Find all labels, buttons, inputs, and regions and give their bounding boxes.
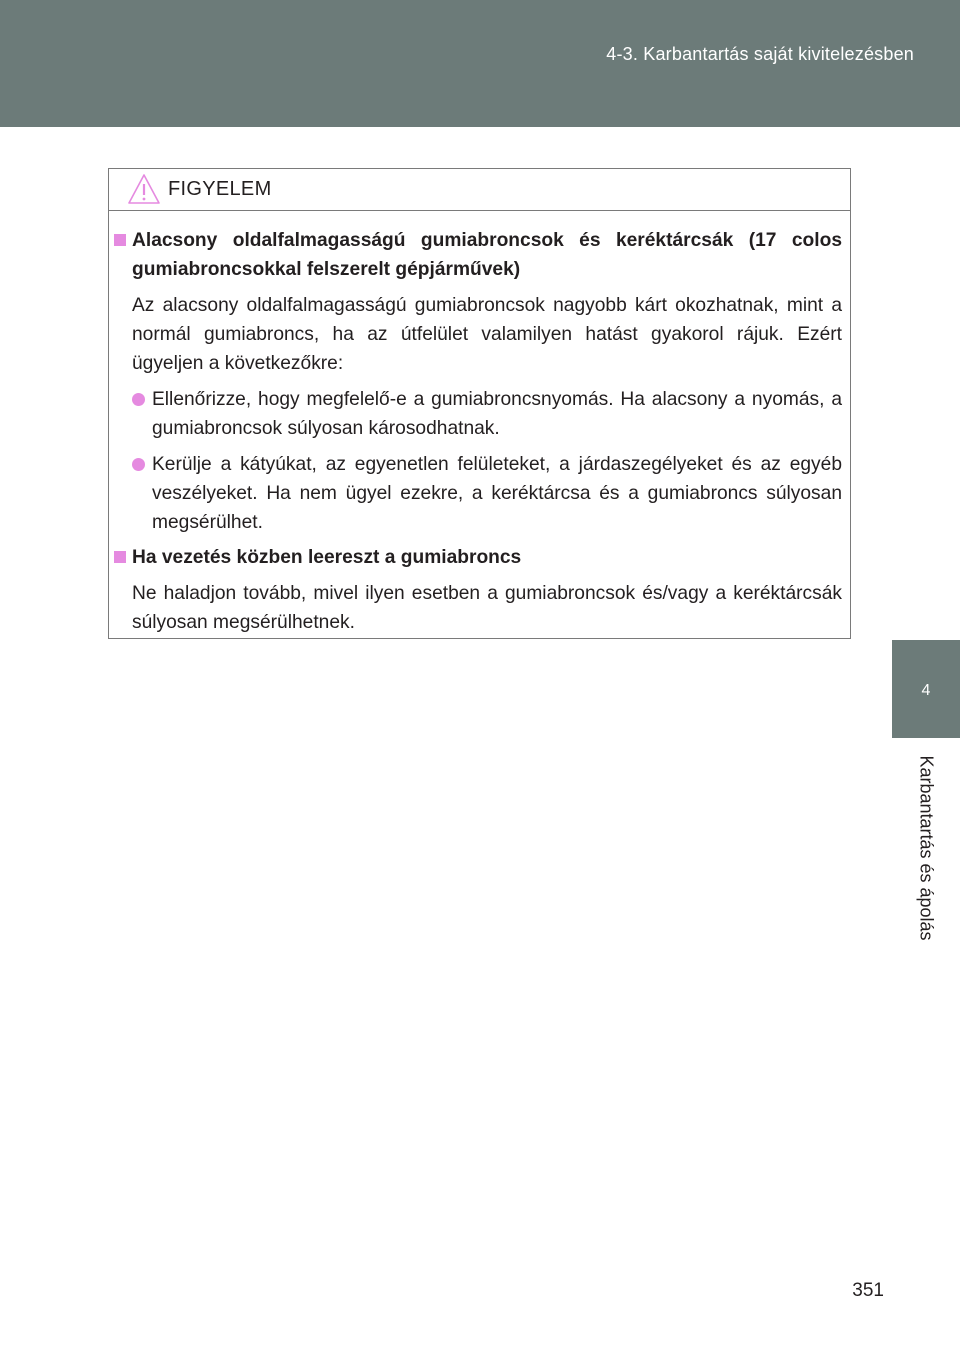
warning-triangle-icon xyxy=(127,173,161,205)
list-item xyxy=(114,385,842,443)
list-item-text: Ellenőrizze, hogy megfelelő-e a gumiabroncsnyomás. Ha alacsony a nyomás, a gumiabroncsok súlyosan károsodhatnak. xyxy=(152,389,842,439)
warning-content xyxy=(114,226,842,637)
heading-text: Ha vezetés közben leereszt a gumiabroncs xyxy=(132,547,522,568)
list-item xyxy=(114,450,842,537)
warning-header xyxy=(109,169,850,211)
section-heading xyxy=(114,543,842,572)
section-heading xyxy=(114,226,842,284)
section-body: Az alacsony oldalfalmagasságú gumiabroncsok nagyobb kárt okozhatnak, mint a normál gumiabroncs, ha az útfelület valamilyen hatást gyakorol rájuk. Ezért ügyeljen a következőkre: xyxy=(132,295,842,374)
chapter-tab xyxy=(892,640,960,738)
round-bullet-icon xyxy=(132,458,145,471)
section-title: 4-3. Karbantartás saját kivitelezésben xyxy=(606,44,914,64)
page-number: 351 xyxy=(852,1280,884,1301)
round-bullet-icon xyxy=(132,393,145,406)
chapter-number: 4 xyxy=(921,682,931,699)
warning-box xyxy=(108,168,851,639)
header-band xyxy=(0,0,960,127)
heading-text: Alacsony oldalfalmagasságú gumiabroncsok és keréktárcsák (17 colos gumiabroncsokkal felszerelt gépjárművek) xyxy=(132,230,842,280)
list-item-text: Kerülje a kátyúkat, az egyenetlen felületeket, a járdaszegélyeket és az egyéb veszélyeket. Ha nem ügyel ezekre, a keréktárcsa és a gumiabroncs súlyosan megsérülhet. xyxy=(152,454,842,533)
section-body: Ne haladjon tovább, mivel ilyen esetben a gumiabroncsok és/vagy a keréktárcsák súlyosan megsérülhetnek. xyxy=(132,583,842,633)
warning-title: FIGYELEM xyxy=(168,178,272,200)
square-bullet-icon xyxy=(114,234,126,246)
square-bullet-icon xyxy=(114,551,126,563)
chapter-label: Karbantartás és ápolás xyxy=(916,755,937,941)
